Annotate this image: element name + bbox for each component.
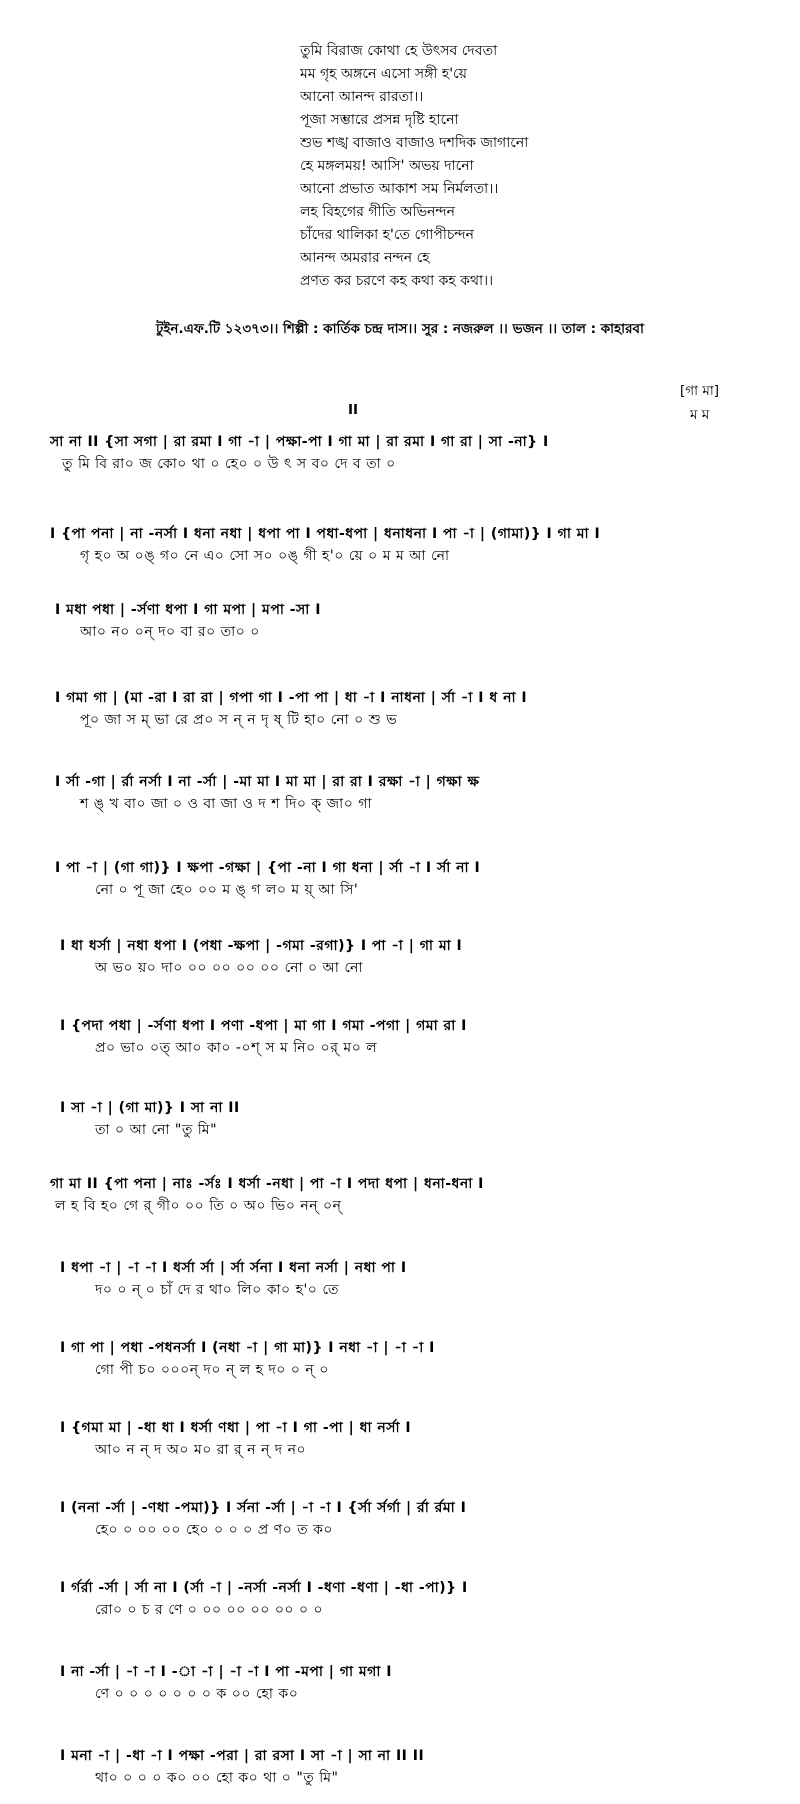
lyric-syllable-line: শ ঙ্ খ বা০ জা ০ ও বা জা ও দ শ দি০ ক্ জা০ গা [80, 796, 373, 812]
lyric-line: শুভ শঙ্খ বাজাও বাজাও দশদিক জাগানো [300, 135, 529, 151]
prelude-mama: ম ম [690, 407, 710, 423]
lyrics-block [300, 40, 720, 293]
lyric-syllable-line: গো পী চ০ ০০০ন্ দ০ ন্ ল হ দ০ ০ ন্ ০ [95, 1362, 329, 1378]
lyric-syllable-line: অ ভ০ য়০ দা০ ০০ ০০ ০০ ০০ নো ০ আ নো [95, 960, 363, 976]
lyric-syllable-line: তা ০ আ নো "তু মি" [95, 1122, 218, 1138]
swara-line: I র্গর্রা -র্সা | র্সা না I (র্সা -া | -নর্সা -নর্সা I -ধণা -ধণা | -ধা -পা)} I [60, 1580, 468, 1596]
lyric-syllable-line: প্র০ ভা০ ০ত্ আ০ কা০ -০শ্ স ম নি০ ০র্ ম০ ল [95, 1040, 378, 1056]
swara-line: গা মা II {পা পনা | নাঃ -র্সঃ I ধর্সা -নধা | পা -া I পদা ধপা | ধনা-ধনা I [50, 1176, 484, 1192]
prelude-bracket: [গা মা] [680, 383, 719, 399]
lyric-syllable-line: ণে ০ ০ ০ ০ ০ ০ ০ ক ০০ হো ক০ [95, 1686, 299, 1702]
swara-line: I গমা গা | (মা -রা I রা রা | গপা গা I -পা পা | ধা -া I নাধনা | র্সা -া I ধ না I [55, 690, 528, 706]
lyric-syllable-line: তু মি বি রা০ জ কো০ থা ০ হে০ ০ উ ৎ স ব০ দে ব তা ০ [62, 456, 396, 472]
lyric-line: লহ বিহগের গীতি অভিনন্দন [300, 204, 455, 220]
lyric-line: প্রণত কর চরণে কহ কথা কহ কথা।। [300, 273, 494, 289]
lyric-line: মম গৃহ অঙ্গনে এসো সঙ্গী হ'য়ে [300, 66, 467, 82]
lyric-syllable-line: নো ০ পূ জা হে০ ০০ ম ঙ্ গ ল০ ম য়্ আ সি' [95, 882, 359, 898]
lyric-syllable-line: আ০ ন০ ০ন্ দ০ বা র০ তা০ ০ [80, 624, 260, 640]
swara-line: I (ননা -র্সা | -ণধা -পমা)} I র্সনা -র্সা | -া -া I {র্সা র্সর্গা | র্রা র্রমা I [60, 1500, 467, 1516]
swara-line: I ধা ধর্সা | নধা ধপা I (পধা -ক্ষপা | -গমা -রগা)} I পা -া | গা মা I [60, 938, 463, 954]
swara-line: I র্সা -গা | র্রা নর্সা I না -র্সা | -মা মা I মা মা | রা রা I রক্ষা -া | গক্ষা ক্ষ [55, 774, 480, 790]
lyric-syllable-line: গৃ হ০ অ ০ঙ্ গ০ নে এ০ সো স০ ০ঙ্ গী হ'০ য়ে ০ ম ম আ নো [80, 548, 450, 564]
lyric-syllable-line: হে০ ০ ০০ ০০ হে০ ০ ০ ০ প্র ণ০ ত ক০ [95, 1522, 333, 1538]
swara-line: সা না II {সা সগা | রা রমা I গা -া | পক্ষা-পা I গা মা | রা রমা I গা রা | সা -না} I [50, 434, 549, 450]
song-info-line: টুইন.এফ.টি ১২৩৭৩।। শিল্পী : কার্তিক চন্দ্র দাস।। সুর : নজরুল ।। ভজন ।। তাল : কাহারবা [156, 321, 644, 337]
prelude-double-bar: II [348, 402, 359, 418]
lyric-line: চাঁদের থালিকা হ'তে গোপীচন্দন [300, 227, 475, 243]
lyric-line: আনো প্রভাত আকাশ সম নির্মলতা।। [300, 181, 499, 197]
swara-line: I {গমা মা | -ধা ধা I ধর্সা ণধা | পা -া I গা -পা | ধা নর্সা I [60, 1420, 412, 1436]
swara-line: I পা -া | (গা গা)} I ক্ষপা -গক্ষা | {পা -না I গা ধনা | র্সা -া I র্সা না I [55, 860, 481, 876]
lyric-syllable-line: থা০ ০ ০ ০ ক০ ০০ হো ক০ থা ০ "তু মি" [95, 1770, 339, 1786]
lyric-line: আনন্দ অমরার নন্দন হে [300, 250, 430, 266]
swara-line: I মনা -া | -ধা -া I পক্ষা -পরা | রা রসা I সা -া | সা না II II [60, 1748, 425, 1764]
swara-line: I {পা পনা | না -নর্সা I ধনা নধা | ধপা পা I পধা-ধপা | ধনাধনা I পা -া | (গামা)} I গা মা I [50, 526, 601, 542]
lyric-line: পূজা সম্ভারে প্রসন্ন দৃষ্টি হানো [300, 112, 459, 128]
lyric-syllable-line: আ০ ন ন্ দ অ০ ম০ রা র্ ন ন্ দ ন০ [95, 1442, 307, 1458]
swara-line: I না -র্সা | -া -া I -া -া | -া -া I পা -মপা | গা মগা I [60, 1664, 392, 1680]
swara-line: I {পদা পধা | -র্সণা ধপা I পণা -ধপা | মা গা I গমা -পগা | গমা রা I [60, 1018, 467, 1034]
swara-line: I ধপা -া | -া -া I ধর্সা র্সা | র্সা র্সনা I ধনা নর্সা | নধা পা I [60, 1260, 407, 1276]
lyric-line: হে মঙ্গলময়! আসি' অভয় দানো [300, 158, 474, 174]
lyric-syllable-line: দ০ ০ ন্ ০ চাঁ দে র থা০ লি০ কা০ হ'০ তে [95, 1282, 340, 1298]
lyric-syllable-line: পূ০ জা স ম্ ভা রে প্র০ স ন্ ন দৃ ষ্ টি হা০ নো ০ শু ভ [80, 712, 398, 728]
swara-line: I গা পা | পধা -পধনর্সা I (নধা -া | গা মা)} I নধা -া | -া -া I [60, 1340, 435, 1356]
lyric-line: আনো আনন্দ রারতা।। [300, 89, 424, 105]
swara-line: I মধা পধা | -র্সণা ধপা I গা মপা | মপা -সা I [55, 602, 321, 618]
lyric-syllable-line: ল হ বি হ০ গে র্ গী০ ০০ তি ০ অ০ ভি০ নন্ ০ন্ [55, 1198, 342, 1214]
swara-line: I সা -া | (গা মা)} I সা না II [60, 1100, 240, 1116]
lyric-line: তুমি বিরাজ কোথা হে উৎসব দেবতা [300, 43, 498, 59]
lyric-syllable-line: রো০ ০ চ র ণে ০ ০০ ০০ ০০ ০০ ০ ০ [95, 1602, 324, 1618]
